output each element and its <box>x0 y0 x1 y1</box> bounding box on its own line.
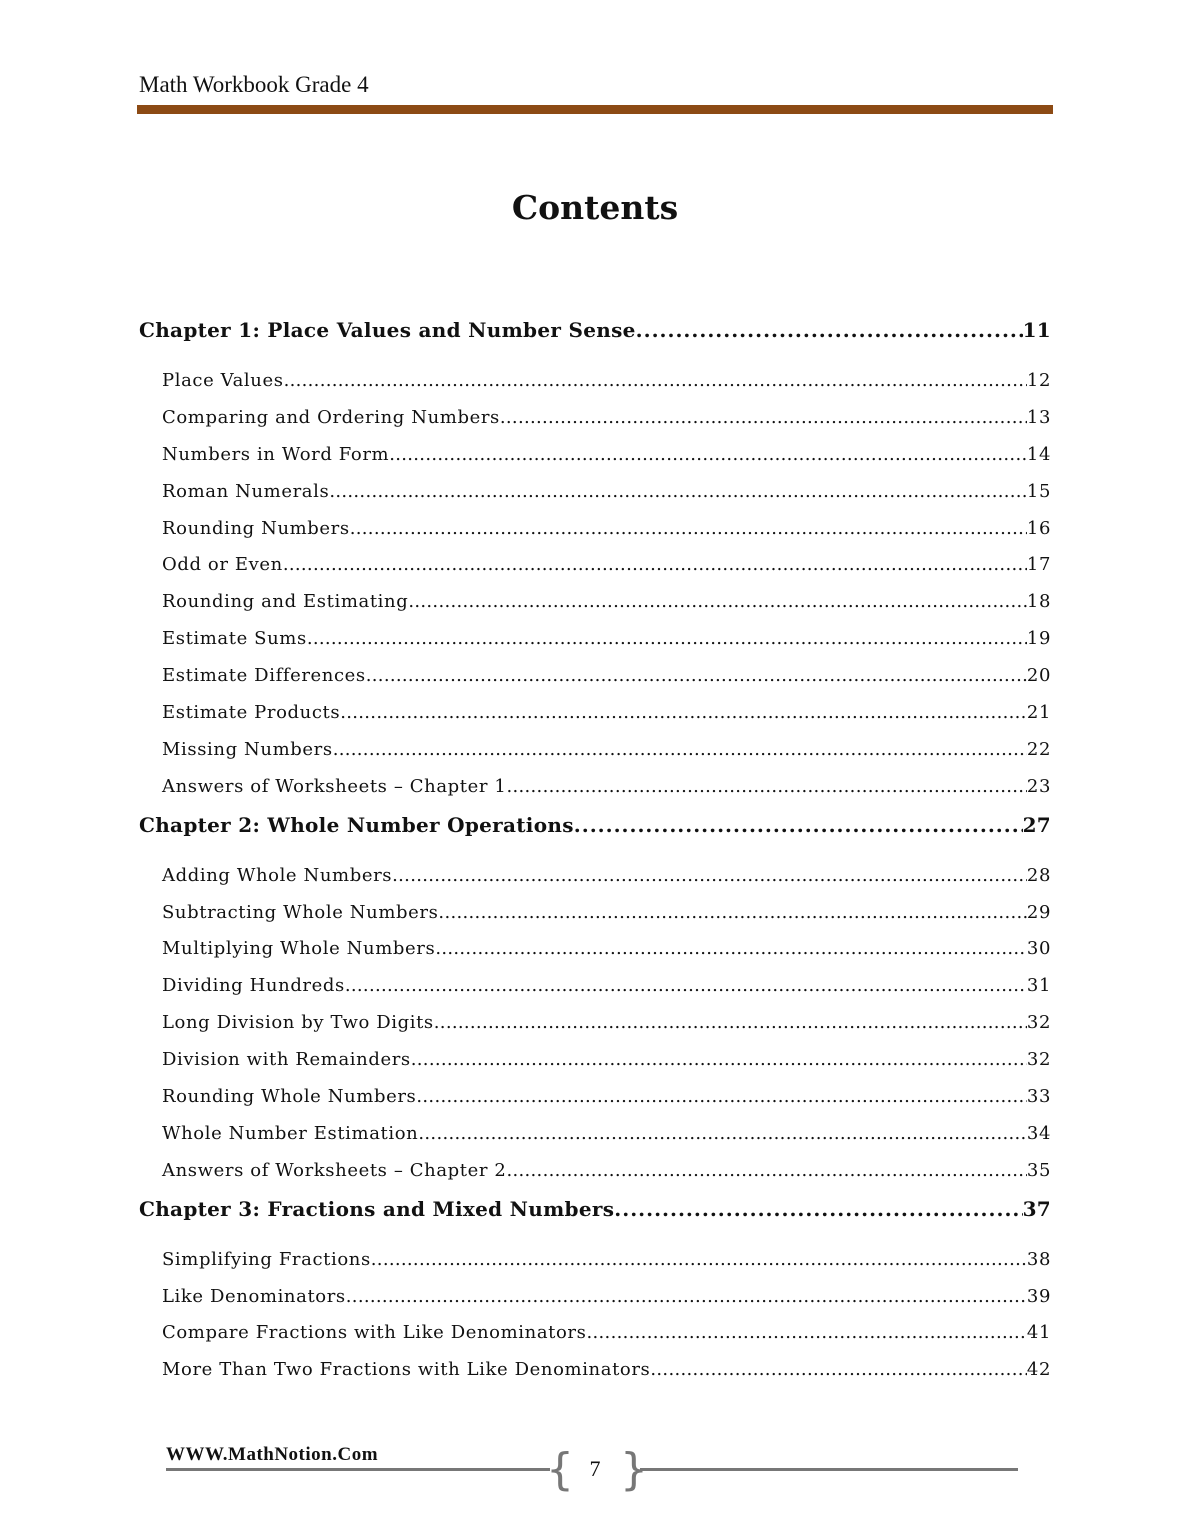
toc-entry-row[interactable] <box>139 481 1051 518</box>
toc-label: Compare Fractions with Like Denominators <box>162 1322 587 1344</box>
toc-entry-row[interactable] <box>139 902 1051 939</box>
dot-leader <box>650 1359 1027 1380</box>
footer-rule-right <box>640 1468 1018 1471</box>
dot-leader <box>418 1123 1027 1144</box>
dot-leader <box>408 591 1027 612</box>
toc-label: Long Division by Two Digits <box>162 1012 434 1034</box>
toc-entry-row[interactable] <box>139 665 1051 702</box>
toc-label: Numbers in Word Form <box>162 443 390 465</box>
toc-page-number: 20 <box>1026 665 1051 687</box>
dot-leader <box>506 1160 1026 1181</box>
toc-page-number: 32 <box>1026 1049 1051 1071</box>
toc-label: Odd or Even <box>162 554 283 576</box>
toc-page-number: 27 <box>1022 812 1051 837</box>
toc-page-number: 22 <box>1026 738 1051 760</box>
toc-entry-row[interactable] <box>139 776 1051 813</box>
toc-label: Simplifying Fractions <box>162 1248 371 1270</box>
toc-page-number: 23 <box>1026 775 1051 797</box>
dot-leader <box>574 813 1023 837</box>
toc-page-number: 34 <box>1026 1122 1051 1144</box>
toc-page-number: 11 <box>1022 318 1051 342</box>
toc-entry-row[interactable] <box>139 1286 1051 1323</box>
toc-chapter-row[interactable] <box>139 813 1051 851</box>
toc-label: Missing Numbers <box>162 738 333 760</box>
toc-page-number: 18 <box>1026 591 1051 613</box>
toc-page-number: 42 <box>1026 1359 1051 1381</box>
toc-label: Division with Remainders <box>162 1049 411 1071</box>
dot-leader <box>329 481 1027 502</box>
dot-leader <box>586 1322 1026 1343</box>
toc-label: Multiplying Whole Numbers <box>162 938 436 960</box>
header-rule <box>137 105 1053 114</box>
toc-entry-row[interactable] <box>139 865 1051 902</box>
toc-label: Like Denominators <box>162 1285 346 1307</box>
toc-chapter-row[interactable] <box>139 318 1051 356</box>
toc-entry-row[interactable] <box>139 739 1051 776</box>
toc-entry-row[interactable] <box>139 1359 1051 1396</box>
dot-leader <box>333 739 1027 760</box>
toc-entry-row[interactable] <box>139 1249 1051 1286</box>
toc-page-number: 21 <box>1026 702 1051 724</box>
dot-leader <box>434 1012 1027 1033</box>
toc-page-number: 33 <box>1026 1086 1051 1108</box>
dot-leader <box>435 938 1027 959</box>
book-title: Math Workbook Grade 4 <box>139 72 369 97</box>
page-title: Contents <box>511 188 679 227</box>
toc-label: Estimate Sums <box>162 628 307 650</box>
toc-page-number: 32 <box>1026 1012 1051 1034</box>
toc-entry-row[interactable] <box>139 628 1051 665</box>
toc-page-number: 28 <box>1026 864 1051 886</box>
dot-leader <box>307 628 1027 649</box>
toc-entry-row[interactable] <box>139 1086 1051 1123</box>
toc-label: Rounding Whole Numbers <box>162 1086 417 1108</box>
toc-page-number: 35 <box>1026 1159 1051 1181</box>
dot-leader <box>392 865 1027 886</box>
toc-label: Chapter 3: Fractions and Mixed Numbers <box>139 1196 615 1221</box>
toc-label: Chapter 1: Place Values and Number Sense <box>139 318 636 342</box>
toc-label: Whole Number Estimation <box>162 1122 419 1144</box>
toc-label: Answers of Worksheets – Chapter 2 <box>162 1159 507 1181</box>
dot-leader <box>345 975 1027 996</box>
toc-page-number: 39 <box>1026 1285 1051 1307</box>
toc-page-number: 31 <box>1026 975 1051 997</box>
toc-entry-row[interactable] <box>139 370 1051 407</box>
toc-label: Dividing Hundreds <box>162 975 345 997</box>
dot-leader <box>411 1049 1027 1070</box>
dot-leader <box>371 1249 1027 1270</box>
dot-leader <box>636 318 1023 342</box>
toc-label: Estimate Differences <box>162 665 366 687</box>
dot-leader <box>500 407 1027 428</box>
toc-entry-row[interactable] <box>139 591 1051 628</box>
toc-page-number: 41 <box>1026 1322 1051 1344</box>
toc-label: Answers of Worksheets – Chapter 1 <box>162 775 507 797</box>
toc-page-number: 37 <box>1022 1196 1051 1221</box>
toc-chapter-row[interactable] <box>139 1197 1051 1235</box>
toc-entry-row[interactable] <box>139 407 1051 444</box>
toc-label: Comparing and Ordering Numbers <box>162 406 500 428</box>
toc-entry-row[interactable] <box>139 1123 1051 1160</box>
toc-page-number: 19 <box>1026 628 1051 650</box>
dot-leader <box>389 444 1027 465</box>
toc-entry-row[interactable] <box>139 975 1051 1012</box>
dot-leader <box>416 1086 1027 1107</box>
toc-page-number: 30 <box>1026 938 1051 960</box>
dot-leader <box>283 554 1027 575</box>
toc-label: Estimate Products <box>162 702 341 724</box>
toc-label: Adding Whole Numbers <box>162 864 393 886</box>
dot-leader <box>506 776 1026 797</box>
toc-label: Rounding Numbers <box>162 517 350 539</box>
dot-leader <box>614 1197 1022 1221</box>
left-brace-icon: { <box>546 1444 574 1495</box>
dot-leader <box>346 1286 1027 1307</box>
footer-website: WWW.MathNotion.Com <box>166 1444 379 1465</box>
dot-leader <box>340 702 1027 723</box>
table-of-contents <box>139 318 1051 1396</box>
toc-entry-row[interactable] <box>139 444 1051 481</box>
dot-leader <box>350 518 1027 539</box>
toc-entry-row[interactable] <box>139 938 1051 975</box>
toc-page-number: 15 <box>1026 480 1051 502</box>
footer-rule-left <box>166 1468 550 1471</box>
toc-label: More Than Two Fractions with Like Denominators <box>162 1359 651 1381</box>
toc-label: Place Values <box>162 370 284 391</box>
toc-entry-row[interactable] <box>139 518 1051 555</box>
dot-leader <box>438 902 1026 923</box>
page-number: 7 <box>589 1456 601 1481</box>
dot-leader <box>366 665 1027 686</box>
toc-page-number: 14 <box>1026 443 1051 465</box>
toc-page-number: 29 <box>1026 901 1051 923</box>
toc-entry-row[interactable] <box>139 1049 1051 1086</box>
toc-page-number: 17 <box>1026 554 1051 576</box>
toc-entry-row[interactable] <box>139 1322 1051 1359</box>
toc-label: Rounding and Estimating <box>162 591 409 613</box>
toc-entry-row[interactable] <box>139 1012 1051 1049</box>
dot-leader <box>284 370 1027 391</box>
toc-label: Chapter 2: Whole Number Operations <box>139 812 574 837</box>
toc-label: Roman Numerals <box>162 480 330 502</box>
toc-entry-row[interactable] <box>139 702 1051 739</box>
toc-page-number: 12 <box>1026 370 1051 391</box>
toc-page-number: 38 <box>1026 1248 1051 1270</box>
toc-label: Subtracting Whole Numbers <box>162 901 439 923</box>
toc-entry-row[interactable] <box>139 1160 1051 1197</box>
toc-entry-row[interactable] <box>139 554 1051 591</box>
right-brace-icon: } <box>620 1444 648 1495</box>
toc-page-number: 16 <box>1026 517 1051 539</box>
toc-page-number: 13 <box>1026 406 1051 428</box>
